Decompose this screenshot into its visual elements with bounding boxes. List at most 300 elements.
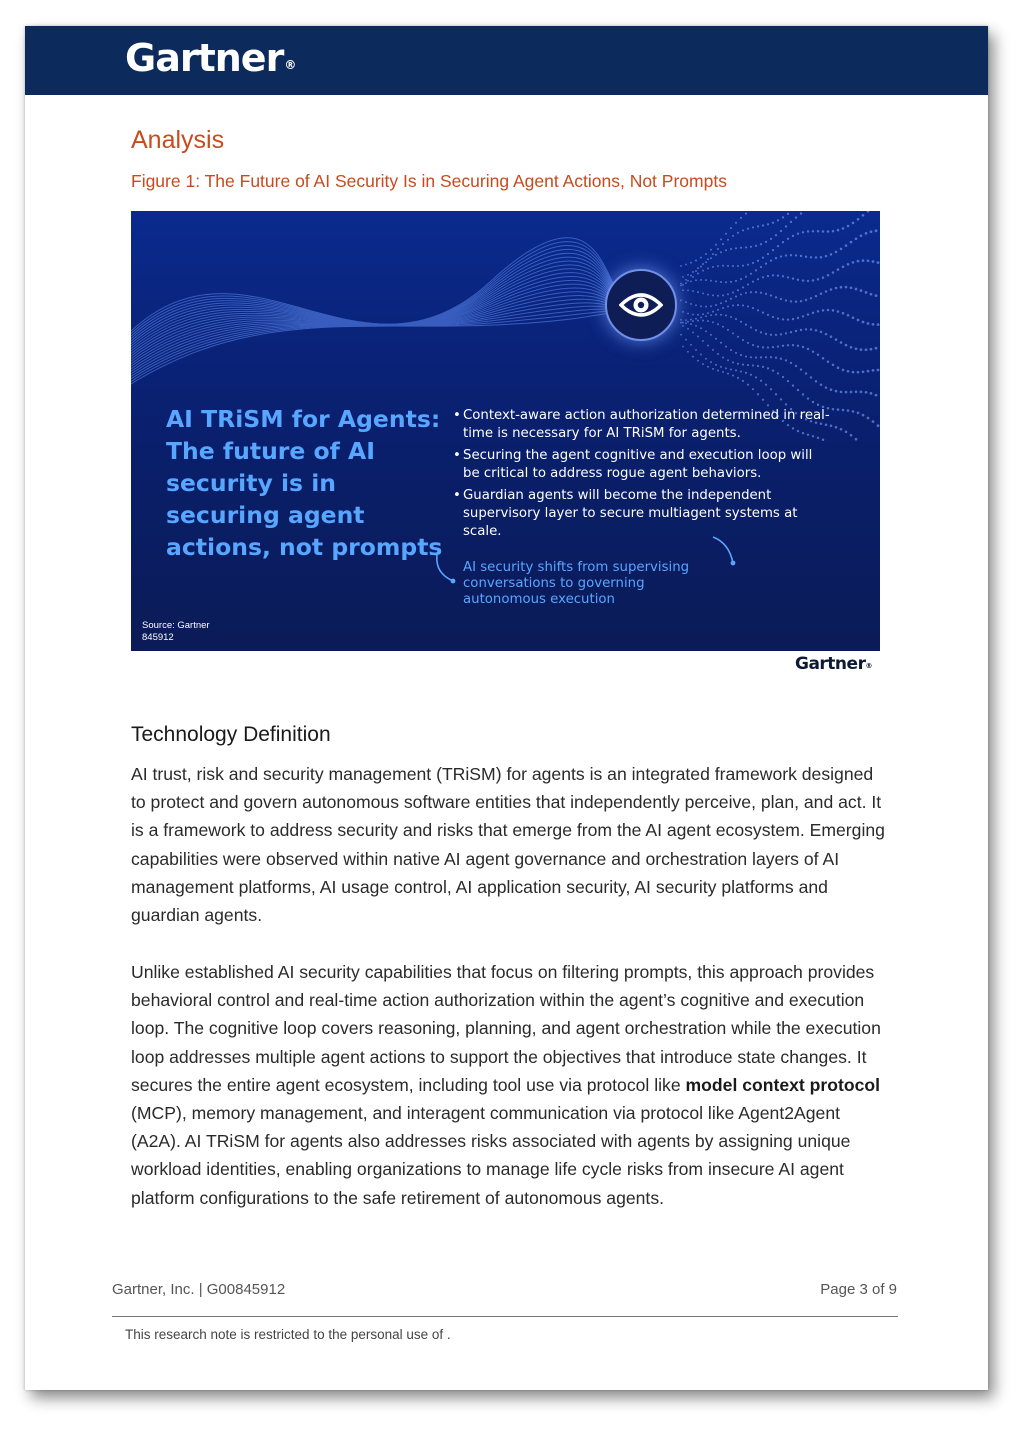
particle-dot [837, 408, 840, 411]
particle-dot [730, 298, 732, 300]
particle-dot [770, 294, 772, 296]
particle-dot [755, 245, 757, 247]
particle-dot [700, 266, 702, 268]
particle-dot [727, 359, 729, 361]
particle-dot [685, 339, 687, 341]
particle-dot [830, 288, 833, 291]
particle-dot [872, 260, 875, 263]
particle-dot [742, 364, 744, 366]
particle-dot [735, 280, 737, 282]
particle-dot [710, 280, 712, 282]
particle-dot [682, 289, 684, 291]
particle-dot [737, 232, 739, 234]
particle-dot [810, 256, 812, 258]
particle-dot [770, 334, 772, 336]
particle-dot [715, 304, 717, 306]
particle-dot [805, 255, 807, 257]
particle-dot [712, 349, 714, 351]
particle-dot [862, 414, 865, 417]
particle-dot [877, 261, 880, 264]
particle-dot [697, 291, 699, 293]
particle-dot [847, 370, 850, 373]
particle-dot [762, 312, 764, 314]
particle-dot [785, 299, 787, 301]
particle-dot [700, 327, 702, 329]
particle-dot [700, 305, 702, 307]
particle-dot [810, 297, 812, 299]
particle-dot [797, 279, 799, 281]
particle-dot [865, 291, 868, 294]
particle-dot [790, 300, 792, 302]
particle-dot [812, 279, 814, 281]
particle-dot [717, 295, 719, 297]
particle-dot [787, 276, 789, 278]
particle-dot [750, 246, 752, 248]
particle-dot [797, 345, 799, 347]
particle-dot [790, 221, 792, 223]
particle-dot [810, 328, 812, 330]
particle-dot [820, 256, 823, 259]
bold-term: model context protocol [685, 1074, 881, 1095]
particle-dot [780, 255, 782, 257]
particle-dot [842, 369, 845, 372]
particle-dot [730, 349, 732, 351]
particle-dot [772, 346, 774, 348]
particle-dot [792, 235, 794, 237]
particle-dot [847, 314, 850, 317]
particle-dot [852, 261, 855, 264]
particle-dot [860, 348, 863, 351]
particle-dot [705, 358, 707, 360]
particle-dot [735, 222, 737, 224]
particle-dot [800, 368, 802, 370]
particle-dot [710, 361, 712, 363]
figure-image [131, 211, 880, 651]
particle-dot [727, 305, 729, 307]
particle-dot [777, 245, 779, 247]
particle-dot [857, 218, 860, 221]
particle-dot [695, 349, 697, 351]
particle-dot [855, 390, 858, 393]
particle-dot [787, 213, 789, 215]
figure-source: Source: Gartner 845912 [142, 620, 210, 643]
particle-dot [797, 389, 799, 391]
particle-dot [825, 333, 828, 336]
particle-dot [780, 398, 782, 400]
particle-dot [802, 279, 804, 281]
particle-dot [752, 388, 754, 390]
particle-dot [752, 226, 754, 228]
particle-dot [705, 253, 707, 255]
particle-dot [735, 352, 737, 354]
particle-dot [870, 392, 873, 395]
particle-dot [815, 380, 817, 382]
particle-dot [705, 279, 707, 281]
particle-dot [790, 254, 792, 256]
particle-dot [695, 279, 697, 281]
particle-dot [695, 260, 697, 262]
particle-dot [702, 263, 704, 265]
particle-dot [822, 357, 825, 360]
particle-dot [747, 384, 749, 386]
particle-dot [850, 346, 853, 349]
particle-dot [857, 371, 860, 374]
particle-dot [702, 363, 704, 365]
particle-dot [755, 269, 757, 271]
particle-dot [767, 314, 769, 316]
particle-dot [772, 249, 774, 251]
particle-dot [840, 428, 843, 431]
technology-definition-heading: Technology Definition [131, 723, 331, 746]
particle-dot [722, 243, 724, 245]
particle-dot [690, 319, 692, 321]
particle-dot [792, 344, 794, 346]
particle-dot [745, 372, 747, 374]
particle-dot [722, 357, 724, 359]
wave-line [131, 306, 641, 376]
particle-dot [782, 345, 784, 347]
particle-dot [750, 374, 752, 376]
particle-dot [715, 314, 717, 316]
particle-dot [712, 253, 714, 255]
particle-dot [780, 333, 782, 335]
particle-dot [717, 248, 719, 250]
particle-dot [762, 276, 764, 278]
particle-dot [742, 304, 744, 306]
particle-dot [712, 368, 714, 370]
particle-dot [765, 262, 767, 264]
particle-dot [700, 257, 702, 259]
particle-dot [795, 254, 797, 256]
particle-dot [685, 279, 687, 281]
particle-dot [862, 321, 865, 324]
particle-dot [862, 370, 865, 373]
particle-dot [862, 259, 865, 262]
particle-dot [832, 364, 835, 367]
particle-dot [745, 213, 747, 215]
particle-dot [845, 391, 848, 394]
particle-dot [735, 318, 737, 320]
particle-dot [830, 335, 833, 338]
definition-paragraph: AI trust, risk and security management (TRiSM) for agents is an integrated framework designed to protect and govern autonomous software entities that independently perceive, plan, and act. It is a framework to address security and risks that emerge from the AI agent ecosystem. Emerging capabilities were observed within native AI agent governance and orchestration layers of AI management platforms, AI usage control, AI application security, AI security platforms and guardian agents. [131, 764, 885, 926]
particle-dot [827, 309, 830, 312]
particle-dot [872, 420, 875, 423]
particle-dot [760, 292, 762, 294]
particle-dot [807, 348, 809, 350]
particle-dot [845, 286, 848, 289]
particle-dot [710, 257, 712, 259]
figure-bullet: • Securing the agent cognitive and execution loop will be critical to address rogue agent behaviors. [453, 447, 833, 483]
particle-dot [680, 334, 682, 336]
particle-dot [720, 238, 722, 240]
particle-dot [775, 334, 777, 336]
particle-dot [700, 316, 702, 318]
particle-dot [837, 366, 840, 369]
particle-dot [725, 367, 727, 369]
particle-dot [787, 344, 789, 346]
particle-dot [872, 369, 875, 372]
particle-dot [687, 351, 689, 353]
particle-dot [742, 380, 744, 382]
particle-dot [810, 376, 812, 378]
particle-dot [717, 323, 719, 325]
particle-dot [705, 315, 707, 317]
particle-dot [757, 346, 759, 348]
wave-line [131, 311, 641, 381]
particle-dot [797, 317, 799, 319]
particle-dot [717, 265, 719, 267]
particle-dot [835, 390, 838, 393]
particle-dot [780, 298, 782, 300]
particle-dot [802, 393, 804, 395]
particle-dot [730, 227, 732, 229]
particle-dot [852, 222, 855, 225]
particle-dot [855, 237, 858, 240]
particle-dot [770, 388, 772, 390]
figure-caption: Figure 1: The Future of AI Security Is in Securing Agent Actions, Not Prompts [131, 171, 727, 191]
particle-dot [857, 412, 860, 415]
particle-dot [832, 230, 835, 233]
particle-dot [742, 339, 744, 341]
particle-dot [775, 234, 777, 236]
particle-dot [827, 274, 830, 277]
wave-line [131, 261, 641, 346]
particle-dot [692, 290, 694, 292]
particle-dot [802, 346, 804, 348]
particle-dot [832, 309, 835, 312]
particle-dot [732, 332, 734, 334]
particle-dot [680, 285, 682, 287]
particle-dot [757, 225, 759, 227]
particle-dot [690, 344, 692, 346]
particle-dot [740, 247, 742, 249]
particle-dot [765, 384, 767, 386]
particle-dot [850, 241, 853, 244]
particle-dot [737, 289, 739, 291]
particle-dot [727, 329, 729, 331]
particle-dot [865, 348, 868, 351]
particle-dot [685, 319, 687, 321]
particle-dot [747, 305, 749, 307]
particle-dot [807, 313, 809, 315]
particle-dot [787, 238, 789, 240]
particle-dot [727, 265, 729, 267]
particle-dot [760, 380, 762, 382]
particle-dot [867, 211, 870, 213]
particle-dot [857, 260, 860, 263]
particle-dot [785, 359, 787, 361]
particle-dot [720, 302, 722, 304]
particle-dot [870, 230, 873, 233]
particle-dot [852, 316, 855, 319]
particle-dot [775, 393, 777, 395]
particle-dot [787, 380, 789, 382]
particle-dot [737, 377, 739, 379]
particle-dot [777, 219, 779, 221]
particle-dot [702, 320, 704, 322]
particle-dot [742, 265, 744, 267]
particle-dot [865, 391, 868, 394]
particle-dot [777, 274, 779, 276]
particle-dot [695, 325, 697, 327]
particle-dot [747, 283, 749, 285]
particle-dot [877, 323, 880, 326]
particle-dot [750, 326, 752, 328]
particle-dot [735, 295, 737, 297]
particle-dot [770, 259, 772, 261]
particle-dot [835, 426, 838, 429]
particle-dot [725, 233, 727, 235]
particle-dot [732, 374, 734, 376]
particle-dot [815, 329, 817, 331]
particle-dot [685, 264, 687, 266]
particle-dot [717, 309, 719, 311]
particle-dot [817, 230, 819, 232]
particle-dot [740, 321, 742, 323]
particle-dot [867, 370, 870, 373]
particle-dot [742, 229, 744, 231]
particle-dot [807, 230, 809, 232]
particle-dot [725, 281, 727, 283]
particle-dot [687, 321, 689, 323]
particle-dot [722, 307, 724, 309]
particle-dot [715, 338, 717, 340]
particle-dot [775, 357, 777, 359]
particle-dot [692, 276, 694, 278]
particle-dot [752, 281, 754, 283]
particle-dot [727, 373, 729, 375]
particle-dot [755, 356, 757, 358]
particle-dot [780, 358, 782, 360]
particle-dot [845, 430, 848, 433]
particle-dot [687, 289, 689, 291]
particle-dot [745, 292, 747, 294]
particle-dot [707, 366, 709, 368]
particle-dot [717, 370, 719, 372]
particle-dot [757, 260, 759, 262]
particle-dot [840, 391, 843, 394]
particle-dot [722, 294, 724, 296]
particle-dot [730, 248, 732, 250]
particle-dot [697, 267, 699, 269]
particle-dot [785, 403, 787, 405]
particle-dot [690, 303, 692, 305]
particle-dot [790, 331, 792, 333]
particle-dot [707, 258, 709, 260]
section-title: Analysis [131, 126, 225, 154]
particle-dot [767, 275, 769, 277]
particle-dot [767, 367, 769, 369]
particle-dot [847, 263, 850, 266]
particle-dot [802, 231, 804, 233]
particle-dot [690, 275, 692, 277]
particle-dot [762, 399, 764, 401]
figure-gartner-logo: Gartner® [795, 654, 872, 674]
particle-dot [680, 265, 682, 267]
particle-dot [697, 360, 699, 362]
particle-dot [782, 318, 784, 320]
particle-dot [835, 287, 838, 290]
particle-dot [855, 288, 858, 291]
particle-dot [852, 371, 855, 374]
particle-dot [732, 361, 734, 363]
particle-dot [700, 354, 702, 356]
particle-dot [747, 342, 749, 344]
particle-dot [687, 274, 689, 276]
particle-dot [867, 417, 870, 420]
particle-dot [800, 255, 802, 257]
particle-dot [835, 338, 838, 341]
particle-dot [752, 307, 754, 309]
particle-dot [765, 333, 767, 335]
particle-dot [732, 265, 734, 267]
particle-dot [697, 320, 699, 322]
particle-dot [785, 254, 787, 256]
particle-dot [720, 342, 722, 344]
particle-dot [830, 388, 833, 391]
particle-dot [697, 273, 699, 275]
particle-dot [725, 346, 727, 348]
particle-dot [705, 330, 707, 332]
particle-dot [847, 225, 850, 228]
particle-dot [680, 319, 682, 321]
particle-dot [875, 394, 878, 397]
particle-dot [712, 266, 714, 268]
particle-dot [707, 345, 709, 347]
particle-dot [837, 229, 840, 232]
footer-doc-id: Gartner, Inc. | G00845912 [112, 1281, 286, 1298]
particle-dot [765, 293, 767, 295]
particle-dot [707, 312, 709, 314]
particle-dot [762, 346, 764, 348]
particle-dot [875, 229, 878, 232]
particle-dot [777, 372, 779, 374]
figure-headline: AI TRiSM for Agents: The future of AI security is in securing agent actions, not prompts [166, 405, 443, 561]
particle-dot [750, 356, 752, 358]
particle-dot [757, 393, 759, 395]
particle-dot [752, 262, 754, 264]
particle-dot [872, 323, 875, 326]
particle-dot [680, 283, 682, 285]
particle-dot [850, 286, 853, 289]
wave-line [131, 303, 641, 374]
particle-dot [817, 278, 819, 280]
particle-dot [860, 234, 863, 237]
particle-dot [712, 321, 714, 323]
footer-usage-note: This research note is restricted to the personal use of . [125, 1327, 451, 1342]
particle-dot [820, 384, 823, 387]
particle-dot [782, 275, 784, 277]
particle-dot [715, 244, 717, 246]
particle-dot [702, 340, 704, 342]
particle-dot [687, 313, 689, 315]
particle-dot [715, 364, 717, 366]
particle-dot [680, 299, 682, 301]
particle-dot [722, 265, 724, 267]
particle-dot [762, 224, 764, 226]
particle-dot [720, 281, 722, 283]
particle-dot [732, 304, 734, 306]
wave-line [131, 296, 641, 369]
particle-dot [817, 354, 819, 356]
particle-dot [827, 360, 830, 363]
particle-dot [785, 225, 787, 227]
particle-dot [795, 365, 797, 367]
particle-dot [737, 265, 739, 267]
particle-dot [792, 384, 794, 386]
header-bar [25, 26, 988, 95]
particle-dot [687, 328, 689, 330]
